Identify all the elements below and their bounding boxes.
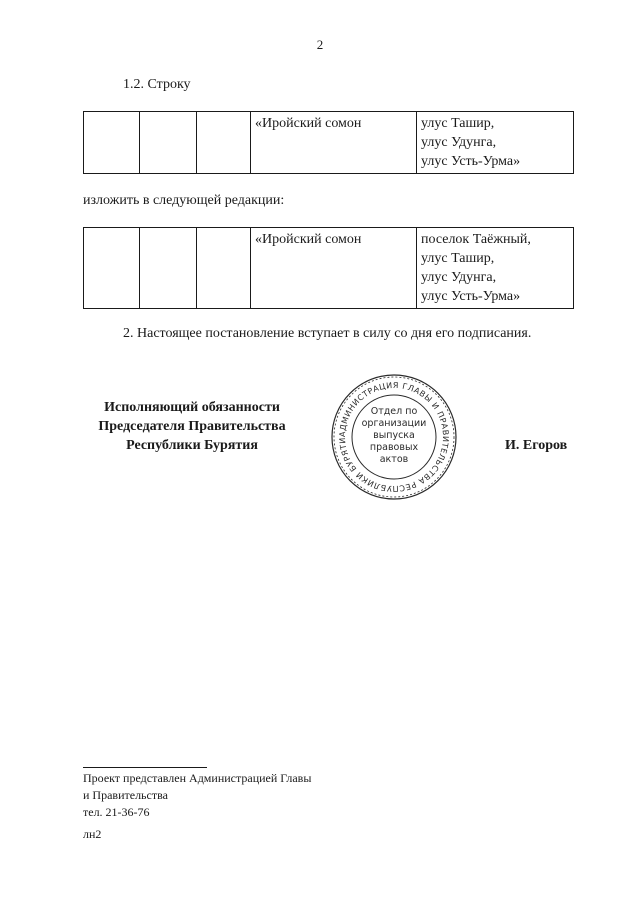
table-after-settlement: улус Удунга, bbox=[421, 270, 497, 285]
table-before-name-cell bbox=[251, 112, 417, 174]
table-before-settlement: улус Ташир, bbox=[421, 116, 495, 131]
stamp-inner-line: организации bbox=[361, 418, 427, 429]
table-before bbox=[83, 111, 574, 174]
stamp-inner-line: Отдел по bbox=[370, 406, 418, 417]
table-before-settlement: улус Удунга, bbox=[421, 135, 497, 150]
table-after-settlement: улус Ташир, bbox=[421, 251, 495, 266]
signatory-name: И. Егоров bbox=[505, 438, 568, 453]
instruction-text: изложить в следующей редакции: bbox=[83, 193, 285, 208]
page-number: 2 bbox=[316, 37, 324, 52]
signatory-title-line: Республики Бурятия bbox=[126, 438, 258, 453]
footnote-line: и Правительства bbox=[83, 788, 168, 802]
stamp-graphic bbox=[329, 372, 459, 502]
table-after bbox=[83, 227, 574, 309]
table-before-cell-2 bbox=[140, 112, 197, 174]
stamp-inner-line: актов bbox=[379, 454, 409, 465]
footnote-line: Проект представлен Администрацией Главы bbox=[83, 771, 312, 785]
table-after-settlement: поселок Таёжный, bbox=[421, 232, 531, 247]
stamp-inner-line: правовых bbox=[369, 442, 419, 453]
stamp-outer-text: АДМИНИСТРАЦИЯ ГЛАВЫ И ПРАВИТЕЛЬСТВА РЕСПУБЛИКИ БУРЯТИ bbox=[337, 380, 451, 494]
table-before-cell-3 bbox=[197, 112, 251, 174]
footnote-separator bbox=[83, 767, 207, 768]
table-after-settlements-cell bbox=[417, 228, 574, 309]
table-after-name: «Иройский сомон bbox=[255, 232, 362, 247]
document-code: лн2 bbox=[83, 827, 102, 841]
table-after-cell-2 bbox=[140, 228, 197, 309]
table-before-name: «Иройский сомон bbox=[255, 116, 362, 131]
signatory-title-line: Исполняющий обязанности bbox=[104, 400, 280, 415]
footnote-line: тел. 21-36-76 bbox=[83, 805, 150, 819]
table-before-cell-1 bbox=[84, 112, 140, 174]
footnote bbox=[83, 770, 311, 821]
table-after-name-cell bbox=[251, 228, 417, 309]
signatory-title bbox=[72, 398, 312, 455]
stamp-inner-line: выпуска bbox=[373, 430, 415, 441]
item-heading: 1.2. Строку bbox=[123, 77, 191, 92]
official-stamp bbox=[329, 372, 459, 502]
table-before-settlement: улус Усть-Урма» bbox=[421, 154, 521, 169]
table-after-cell-3 bbox=[197, 228, 251, 309]
clause-2: 2. Настоящее постановление вступает в силу со дня его подписания. bbox=[123, 326, 532, 341]
table-after-settlement: улус Усть-Урма» bbox=[421, 289, 521, 304]
table-after-cell-1 bbox=[84, 228, 140, 309]
table-before-settlements-cell bbox=[417, 112, 574, 174]
signatory-title-line: Председателя Правительства bbox=[98, 419, 286, 434]
